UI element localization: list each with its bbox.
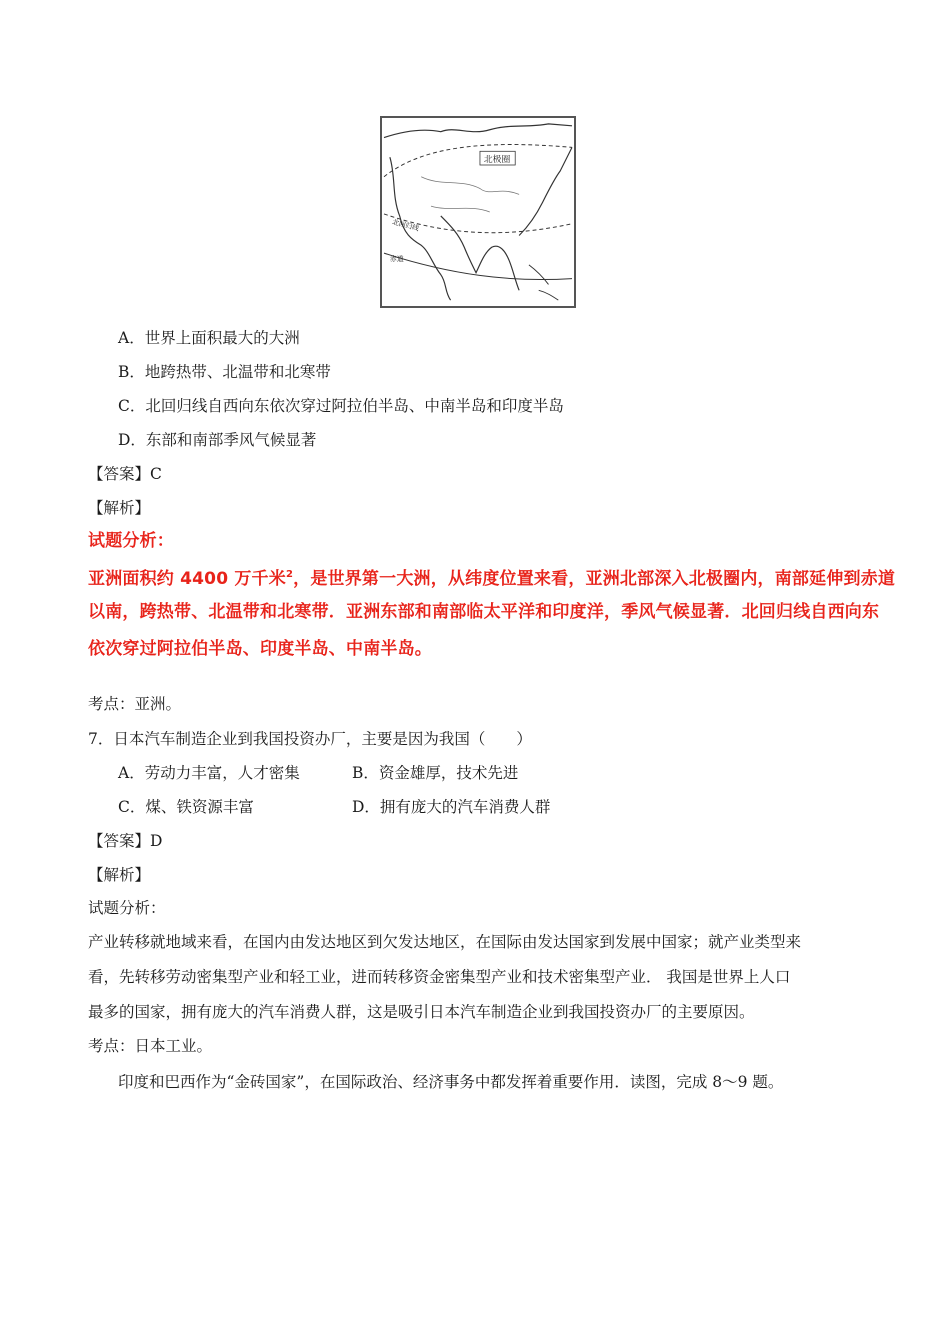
q7-option-b: B．资金雄厚，技术先进: [352, 764, 519, 782]
q6-analysis-line1-sup: 2: [285, 569, 294, 580]
q6-option-b: B．地跨热带、北温带和北寒带: [118, 363, 331, 381]
q7-analysis-title: 试题分析：: [88, 899, 166, 917]
q6-analysis-line2: 以南，跨热带、北温带和北寒带．亚洲东部和南部临太平洋和印度洋，季风气候显著．北回归线自西向东: [88, 602, 880, 622]
q6-analysis-title: 试题分析：: [88, 531, 174, 551]
q7-question: 7．日本汽车制造企业到我国投资办厂，主要是因为我国（ ）: [88, 730, 532, 748]
asia-map: [380, 116, 576, 308]
east-coastline: [519, 147, 572, 235]
q7-answer: 【答案】D: [88, 832, 163, 850]
q6-analysis-line3: 依次穿过阿拉伯半岛、印度半岛、中南半岛。: [88, 639, 432, 659]
intro-questions-8-9: 印度和巴西作为“金砖国家”，在国际政治、经济事务中都发挥着重要作用．读图，完成 8～9 题。: [118, 1073, 784, 1091]
interior-borders: [421, 177, 519, 212]
q6-analysis-line1-a: 亚洲面积约 4400 万千米: [88, 569, 286, 589]
asia-map-drawing: [382, 118, 574, 306]
q6-analysis-line1: [88, 565, 895, 589]
q6-option-c: C．北回归线自西向东依次穿过阿拉伯半岛、中南半岛和印度半岛: [118, 397, 564, 415]
north-coastline: [384, 124, 572, 138]
equator-label: 赤道: [389, 254, 404, 263]
tropic-label: 北回归线: [391, 217, 420, 233]
q6-option-a: A．世界上面积最大的大洲: [118, 329, 300, 347]
west-coastline: [390, 157, 451, 300]
q6-option-d: D．东部和南部季风气候显著: [118, 431, 317, 449]
q7-option-d: D．拥有庞大的汽车消费人群: [352, 798, 551, 816]
arctic-circle-line: [384, 145, 572, 177]
equator-line: [384, 253, 572, 279]
q7-option-c: C．煤、铁资源丰富: [118, 798, 254, 816]
q7-kaodian: 考点：日本工业。: [88, 1037, 213, 1055]
q7-analysis-line3: 最多的国家，拥有庞大的汽车消费人群，这是吸引日本汽车制造企业到我国投资办厂的主要原因。: [88, 1003, 755, 1021]
arctic-circle-label: 北极圈: [483, 155, 511, 166]
q7-analysis-label: 【解析】: [88, 866, 151, 884]
south-coastline: [441, 216, 519, 290]
q7-analysis-line2: 看，先转移劳动密集型产业和轻工业，进而转移资金密集型产业和技术密集型产业． 我国是世界上人口: [88, 968, 791, 986]
islands: [529, 265, 558, 300]
q6-kaodian: 考点：亚洲。: [88, 695, 182, 713]
q6-analysis-line1-b: ，是世界第一大洲，从纬度位置来看，亚洲北部深入北极圈内，南部延伸到赤道: [293, 569, 896, 589]
q7-option-a: A．劳动力丰富，人才密集: [118, 764, 300, 782]
q7-analysis-line1: 产业转移就地域来看，在国内由发达地区到欠发达地区，在国际由发达国家到发展中国家；就产业类型来: [88, 933, 802, 951]
q6-answer: 【答案】C: [88, 465, 162, 483]
q6-analysis-label: 【解析】: [88, 499, 151, 517]
